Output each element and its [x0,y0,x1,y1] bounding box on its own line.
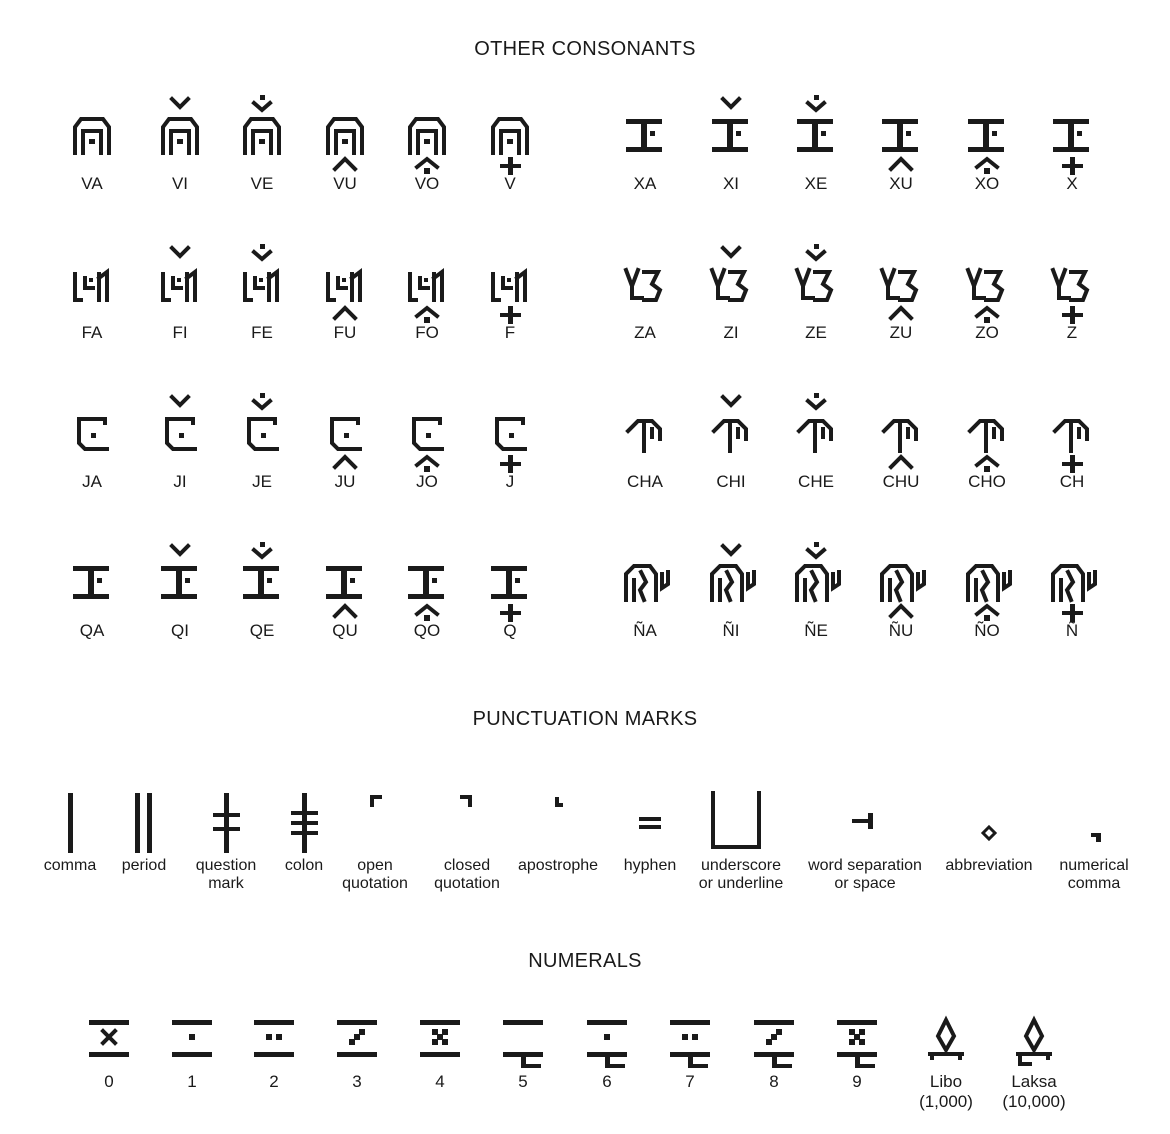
consonant-cell [856,95,946,193]
punctuation-label: numerical [1059,857,1129,874]
punctuation-label: underscore [700,857,782,874]
punctuation-label: period [121,857,167,874]
punctuation-label: comma [43,857,97,874]
consonant-label: Ñ [1065,621,1079,640]
ju-glyph [320,393,370,473]
consonant-cell [856,393,946,491]
consonant-label: CHA [627,472,663,491]
consonant-label: CHO [968,472,1006,491]
consonant-cell [47,244,137,342]
consonant-label: XE [804,174,828,193]
consonant-label: XI [722,174,740,193]
consonant-label: F [504,323,516,342]
qo-glyph [402,542,452,622]
xa-glyph [620,95,670,175]
chi-glyph [706,393,756,473]
numeral-label: Laksa [1011,1072,1057,1091]
consonant-cell [600,393,690,491]
consonant-label: ZA [634,323,656,342]
closed-quote-glyph [442,785,492,857]
numerals-heading: NUMERALS [528,950,642,972]
consonant-cell [942,542,1032,640]
z-glyph [1047,244,1097,324]
cho-glyph [962,393,1012,473]
consonant-label: CHE [798,472,834,491]
punctuation-label: quotation [434,875,500,892]
n0-glyph [85,1014,133,1072]
n1-glyph [168,1014,216,1072]
consonant-label: JA [82,472,102,491]
consonant-cell [942,244,1032,342]
j-glyph [485,393,535,473]
punctuation-label: question [195,857,257,874]
nyi-glyph [706,542,756,622]
numeral-label: 4 [435,1072,445,1091]
ja-glyph [67,393,117,473]
consonant-cell [771,393,861,491]
vi-glyph [155,95,205,175]
numeral-label: 9 [852,1072,862,1091]
va-glyph [67,95,117,175]
numerical-comma-glyph [1069,785,1119,857]
zu-glyph [876,244,926,324]
consonant-label: JO [416,472,438,491]
nyu-glyph [876,542,926,622]
consonant-label: QI [171,621,189,640]
consonant-cell [942,95,1032,193]
consonant-cell [217,95,307,193]
numeral-label: 3 [352,1072,362,1091]
consonant-label: FI [172,323,188,342]
numeral-label: 5 [518,1072,528,1091]
nya-glyph [620,542,670,622]
consonant-cell [382,244,472,342]
consonant-cell [217,244,307,342]
consonant-label: Z [1066,323,1078,342]
consonant-label: ZE [805,323,827,342]
consonant-label: ÑI [722,621,740,640]
consonant-label: VA [81,174,103,193]
ze-glyph [791,244,841,324]
hyphen-glyph [625,785,675,857]
punctuation-label: comma [1067,875,1121,892]
consonant-cell [217,393,307,491]
consonant-cell [1027,393,1117,491]
n3-glyph [333,1014,381,1072]
n4-glyph [416,1014,464,1072]
consonant-label: CH [1059,472,1085,491]
numeral-laksa [984,1014,1084,1112]
consonant-label: CHU [882,472,920,491]
consonant-cell [942,393,1032,491]
numeral-label: 1 [187,1072,197,1091]
consonant-label: ZO [975,323,999,342]
xe-glyph [791,95,841,175]
consonant-label: ÑA [633,621,657,640]
qe-glyph [237,542,287,622]
za-glyph [620,244,670,324]
fi-glyph [155,244,205,324]
abbreviation-glyph [964,785,1014,857]
consonant-label: VU [333,174,357,193]
qa-glyph [67,542,117,622]
consonant-label: VI [171,174,189,193]
period-glyph [119,785,169,857]
consonants-heading: OTHER CONSONANTS [474,38,696,60]
numeral-label: 6 [602,1072,612,1091]
punctuation-label: colon [284,857,324,874]
xi-glyph [706,95,756,175]
numeral-label: (10,000) [1002,1092,1066,1111]
che-glyph [791,393,841,473]
consonant-cell [771,244,861,342]
ny-glyph [1047,542,1097,622]
consonant-cell [300,393,390,491]
consonant-cell [300,542,390,640]
consonant-cell [771,95,861,193]
v-glyph [485,95,535,175]
numeral-label: 8 [769,1072,779,1091]
consonant-cell [135,95,225,193]
ch-glyph [1047,393,1097,473]
n8-glyph [750,1014,798,1072]
punctuation-underscore [681,785,801,893]
consonant-cell [856,244,946,342]
consonant-cell [47,95,137,193]
cha-glyph [620,393,670,473]
n6-glyph [583,1014,631,1072]
consonant-cell [686,95,776,193]
numeral-n9 [807,1014,907,1092]
consonant-cell [382,95,472,193]
numeral-label: Libo [929,1072,963,1091]
consonant-cell [686,393,776,491]
vo-glyph [402,95,452,175]
consonant-label: QU [332,621,358,640]
consonant-cell [856,542,946,640]
consonant-cell [135,393,225,491]
consonant-label: J [505,472,515,491]
consonant-label: JU [334,472,356,491]
je-glyph [237,393,287,473]
numeral-label: (1,000) [919,1092,973,1111]
consonant-label: ÑE [804,621,828,640]
laksa-glyph [1010,1014,1058,1072]
apostrophe-glyph [533,785,583,857]
consonant-label: QE [249,621,275,640]
n5-glyph [499,1014,547,1072]
punctuation-label: mark [208,875,244,892]
punctuation-label: or underline [698,875,784,892]
consonant-cell [771,542,861,640]
consonant-cell [217,542,307,640]
consonant-label: X [1066,174,1078,193]
zo-glyph [962,244,1012,324]
fa-glyph [67,244,117,324]
nyo-glyph [962,542,1012,622]
punctuation-numerical-comma [1034,785,1154,893]
consonant-label: V [504,174,516,193]
consonant-cell [465,95,555,193]
ji-glyph [155,393,205,473]
ve-glyph [237,95,287,175]
consonant-cell [465,542,555,640]
punctuation-label: closed [443,857,491,874]
numeral-label: 7 [685,1072,695,1091]
consonant-cell [47,542,137,640]
consonant-cell [465,244,555,342]
consonant-label: ZU [889,323,913,342]
punctuation-label: word separation [808,857,922,874]
consonant-cell [686,244,776,342]
consonant-cell [600,95,690,193]
q-glyph [485,542,535,622]
consonant-cell [600,542,690,640]
consonant-label: FO [415,323,439,342]
fo-glyph [402,244,452,324]
consonant-cell [1027,95,1117,193]
consonant-label: Q [503,621,517,640]
consonant-label: ZI [723,323,739,342]
xu-glyph [876,95,926,175]
consonant-label: XU [889,174,913,193]
qi-glyph [155,542,205,622]
punctuation-label: or space [834,875,896,892]
punctuation-label: abbreviation [945,857,1033,874]
consonant-label: VO [414,174,440,193]
consonant-label: JE [252,472,272,491]
libo-glyph [922,1014,970,1072]
fu-glyph [320,244,370,324]
chu-glyph [876,393,926,473]
consonant-label: FE [251,323,273,342]
consonant-label: JI [173,472,187,491]
punctuation-word-separation [805,785,925,893]
underscore-glyph [709,785,773,857]
vu-glyph [320,95,370,175]
numeral-label: 0 [104,1072,114,1091]
numeral-label: 2 [269,1072,279,1091]
consonant-cell [1027,542,1117,640]
punctuation-label: apostrophe [517,857,599,874]
nye-glyph [791,542,841,622]
consonant-label: VE [250,174,274,193]
consonant-label: QA [79,621,105,640]
fe-glyph [237,244,287,324]
consonant-label: FA [81,323,103,342]
word-separation-glyph [840,785,890,857]
consonant-label: ÑO [974,621,1000,640]
consonant-cell [135,244,225,342]
consonant-cell [300,244,390,342]
punctuation-label: open [357,857,393,874]
f-glyph [485,244,535,324]
jo-glyph [402,393,452,473]
consonant-label: ÑU [888,621,914,640]
consonant-cell [600,244,690,342]
n9-glyph [833,1014,881,1072]
consonant-label: QO [413,621,441,640]
punctuation-abbreviation [929,785,1049,875]
consonant-cell [382,542,472,640]
consonant-label: FU [333,323,357,342]
punctuation-heading: PUNCTUATION MARKS [472,708,698,730]
consonant-cell [1027,244,1117,342]
consonant-cell [465,393,555,491]
qu-glyph [320,542,370,622]
consonant-cell [686,542,776,640]
punctuation-label: quotation [342,875,408,892]
xo-glyph [962,95,1012,175]
consonant-cell [300,95,390,193]
n7-glyph [666,1014,714,1072]
n2-glyph [250,1014,298,1072]
consonant-label: CHI [716,472,746,491]
consonant-cell [382,393,472,491]
consonant-label: XO [974,174,1000,193]
consonant-label: XA [633,174,657,193]
punctuation-label: hyphen [623,857,677,874]
x-glyph [1047,95,1097,175]
numeral-libo [896,1014,996,1112]
open-quote-glyph [350,785,400,857]
consonant-cell [47,393,137,491]
zi-glyph [706,244,756,324]
consonant-cell [135,542,225,640]
